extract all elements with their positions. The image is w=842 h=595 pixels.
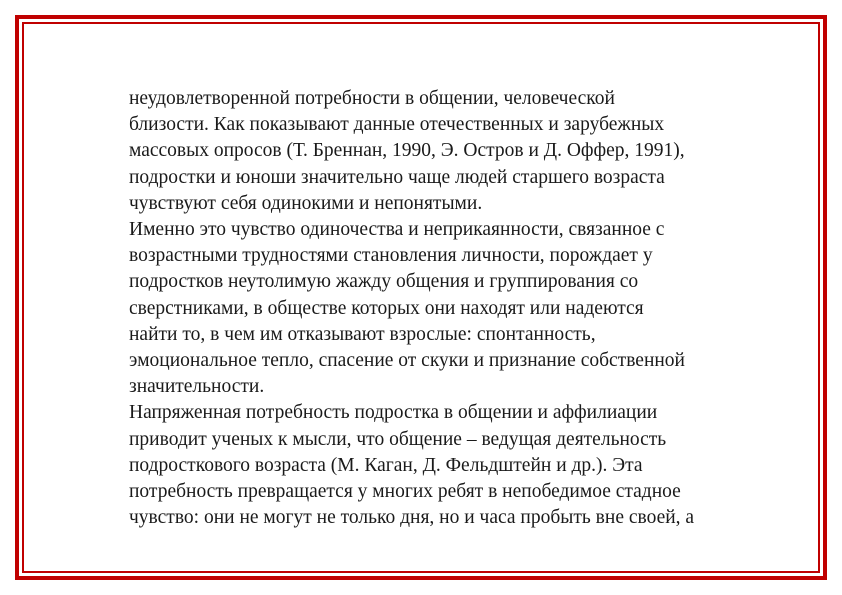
text-line: эмоциональное тепло, спасение от скуки и признание собственной (129, 350, 685, 372)
text-line: подросткового возраста (М. Каган, Д. Фельдштейн и др.). Эта (129, 454, 643, 476)
text-line: чувствуют себя одинокими и непонятыми. (129, 192, 483, 214)
text-line: подростков неутолимую жажду общения и группирования со (129, 271, 639, 293)
text-line: сверстниками, в обществе которых они находят или надеются (129, 297, 644, 319)
text-line: приводит ученых к мысли, что общение – ведущая деятельность (129, 428, 667, 450)
text-line: Именно это чувство одиночества и неприкаянности, связанное с (129, 219, 665, 241)
text-line: значительности. (129, 376, 265, 398)
text-line: потребность превращается у многих ребят в непобедимое стадное (129, 481, 681, 503)
text-line: Напряженная потребность подростка в общении и аффилиации (129, 402, 658, 424)
text-line: найти то, в чем им отказывают взрослые: спонтанность, (129, 323, 596, 345)
text-line: близости. Как показывают данные отечественных и зарубежных (129, 114, 665, 136)
body-text (129, 86, 769, 531)
text-line: чувство: они не могут не только дня, но и часа пробыть вне своей, а (129, 507, 695, 529)
text-line: неудовлетворенной потребности в общении, человеческой (129, 88, 615, 109)
text-line: возрастными трудностями становления личности, порождает у (129, 245, 653, 267)
text-line: массовых опросов (Т. Бреннан, 1990, Э. Остров и Д. Оффер, 1991), (129, 140, 685, 162)
text-line: подростки и юноши значительно чаще людей старшего возраста (129, 166, 665, 188)
